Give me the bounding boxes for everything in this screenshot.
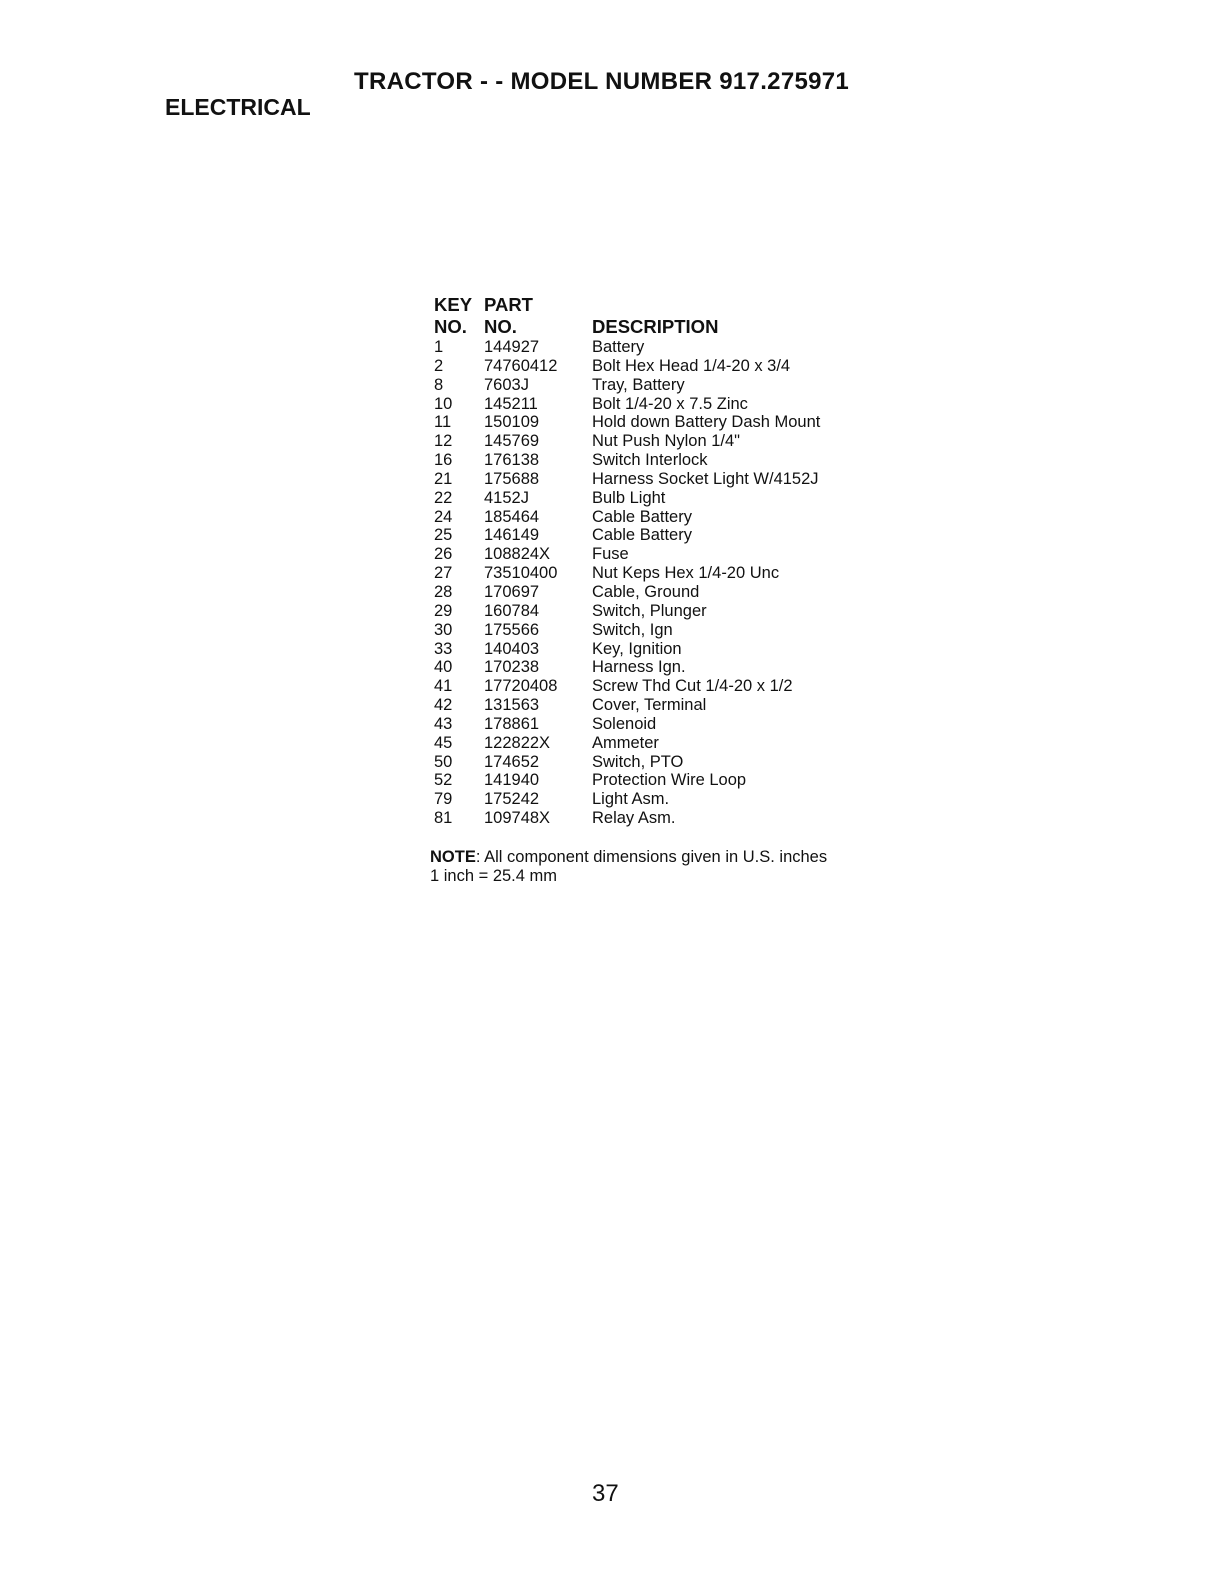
part-no-cell: 170238 (484, 658, 540, 677)
description-cell: Nut Keps Hex 1/4-20 Unc (592, 564, 780, 583)
part-no-header-line2: NO. (484, 316, 517, 337)
key-no-cell: 2 (434, 356, 444, 375)
description-cell: Cable Battery (592, 507, 692, 526)
part-no-cell: 109748X (484, 809, 551, 828)
key-no-cell: 28 (434, 582, 453, 601)
key-no-cell: 52 (434, 771, 453, 790)
key-no-cell: 21 (434, 469, 453, 488)
key-no-cell: 26 (434, 545, 453, 564)
part-no-cell: 146149 (484, 526, 540, 545)
part-no-cell: 131563 (484, 696, 540, 715)
key-no-cell: 40 (434, 658, 453, 677)
note (430, 848, 827, 886)
part-no-cell: 175242 (484, 790, 540, 809)
part-no-cell: 140403 (484, 639, 540, 658)
description-cell: Fuse (592, 545, 629, 564)
key-no-cell: 50 (434, 752, 453, 771)
part-no-cell: 122822X (484, 733, 551, 752)
description-cell: Harness Ign. (592, 658, 686, 677)
description-cell: Hold down Battery Dash Mount (592, 413, 821, 432)
part-no-cell: 185464 (484, 507, 540, 526)
part-no-cell: 108824X (484, 545, 551, 564)
description-cell: Tray, Battery (592, 375, 685, 394)
part-no-cell: 145211 (484, 394, 538, 413)
part-no-cell: 174652 (484, 752, 540, 771)
page-number: 37 (592, 1480, 619, 1507)
description-cell: Cable Battery (592, 526, 692, 545)
description-cell: Key, Ignition (592, 639, 682, 658)
key-no-cell: 10 (434, 394, 453, 413)
key-no-cell: 16 (434, 451, 453, 470)
note-text: : All component dimensions given in U.S. inches (475, 848, 828, 866)
key-no-header-line1: KEY (434, 294, 473, 315)
part-no-cell: 170697 (484, 582, 540, 601)
key-no-cell: 24 (434, 507, 453, 526)
description-cell: Screw Thd Cut 1/4-20 x 1/2 (592, 677, 793, 696)
note-line (430, 848, 827, 867)
key-no-cell: 11 (434, 413, 452, 432)
part-no-cell: 17720408 (484, 677, 558, 696)
part-no-cell: 178861 (484, 714, 540, 733)
page-title: TRACTOR - - MODEL NUMBER 917.275971 (354, 68, 850, 95)
description-cell: Cable, Ground (592, 582, 700, 601)
part-no-cell: 175688 (484, 469, 540, 488)
key-no-cell: 12 (434, 432, 453, 451)
part-no-cell: 160784 (484, 601, 540, 620)
key-no-cell: 25 (434, 526, 453, 545)
description-cell: Bolt Hex Head 1/4-20 x 3/4 (592, 356, 791, 375)
description-cell: Bulb Light (592, 488, 666, 507)
key-no-header-line2: NO. (434, 316, 467, 337)
description-header: DESCRIPTION (592, 316, 719, 337)
part-no-header-line1: PART (484, 294, 533, 315)
description-cell: Battery (592, 338, 645, 356)
part-no-cell: 4152J (484, 488, 529, 507)
description-cell: Switch Interlock (592, 451, 708, 470)
part-no-cell: 74760412 (484, 356, 558, 375)
description-cell: Bolt 1/4-20 x 7.5 Zinc (592, 394, 748, 413)
description-cell: Solenoid (592, 714, 657, 733)
description-cell: Nut Push Nylon 1/4" (592, 432, 741, 451)
key-no-cell: 33 (434, 639, 453, 658)
description-cell: Ammeter (592, 733, 659, 752)
description-cell: Light Asm. (592, 790, 670, 809)
note-conversion: 1 inch = 25.4 mm (430, 867, 558, 885)
key-no-cell: 45 (434, 733, 453, 752)
key-no-cell: 43 (434, 714, 453, 733)
part-no-cell: 141940 (484, 771, 540, 790)
key-no-cell: 30 (434, 620, 453, 639)
description-cell: Harness Socket Light W/4152J (592, 469, 819, 488)
description-cell: Switch, PTO (592, 752, 684, 771)
description-cell: Switch, Ign (592, 620, 673, 639)
key-no-cell: 8 (434, 375, 444, 394)
key-no-cell: 1 (434, 338, 444, 356)
part-no-cell: 145769 (484, 432, 540, 451)
description-cell: Relay Asm. (592, 809, 676, 828)
key-no-cell: 42 (434, 696, 453, 715)
part-no-cell: 73510400 (484, 564, 558, 583)
part-no-cell: 175566 (484, 620, 540, 639)
section-title: ELECTRICAL (165, 94, 311, 120)
key-no-cell: 27 (434, 564, 453, 583)
part-no-cell: 150109 (484, 413, 540, 432)
key-no-cell: 41 (434, 677, 453, 696)
description-cell: Protection Wire Loop (592, 771, 747, 790)
description-cell: Switch, Plunger (592, 601, 707, 620)
part-no-cell: 7603J (484, 375, 529, 394)
note-label: NOTE (430, 848, 476, 866)
key-no-cell: 79 (434, 790, 453, 809)
description-cell: Cover, Terminal (592, 696, 707, 715)
part-no-cell: 176138 (484, 451, 540, 470)
key-no-cell: 81 (434, 809, 453, 828)
part-no-cell: 144927 (484, 338, 540, 356)
key-no-cell: 22 (434, 488, 453, 507)
key-no-cell: 29 (434, 601, 453, 620)
